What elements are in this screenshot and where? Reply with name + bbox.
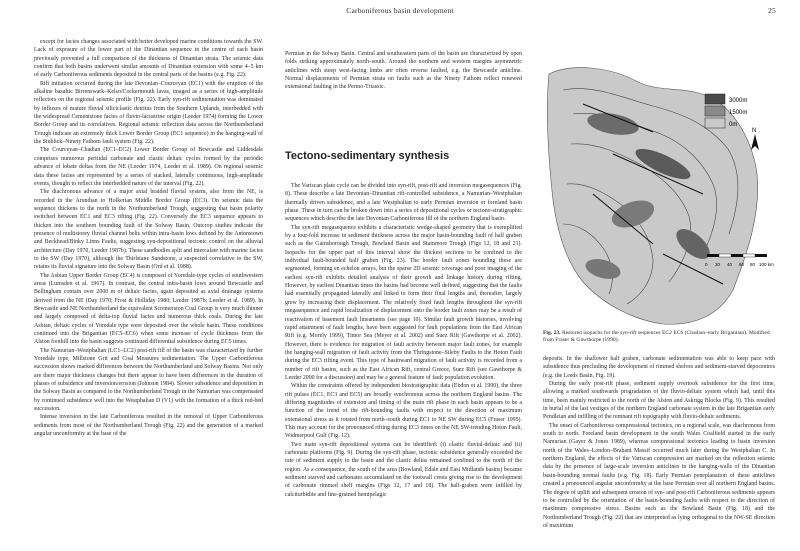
legend-label: 0m	[729, 122, 738, 128]
paragraph: The onset of Carboniferous compressional tectonics, on a regional scale, was diachronous from south to north. Foreland basin development in the south Wales Coalfield started in the early Namurian (Gayer & Jones 1989), whereas compressional tectonics leading to basin inversion north of the Wales–London–Brabant Massif occurred much later during the Westphalian C. In northern England, the effects of the Variscan compression are marked on the reflection seismic data by the presence of large-scale inversion anticlines in the hanging-walls of the Dinantian basin-bounding normal faults (e.g. Fig. 18). Early Permian peneplanation of these anticlines created a pronounced angular unconformity at the base Permian over all northern England basins. The degree of uplift and subsequent erosion of syn- and post-rift Carboniferous sediments appears to be controlled by the orientation of the basin-bounding faults with respect to the direction of maximum compressive stress. Basins such as the Bowland Basin (Fig. 18) and the Northumberland Trough (Fig. 22) that are interpreted as lying orthogonal to the NW-SE direction of maximum	[543, 422, 775, 529]
section-heading: Tectono-sedimentary synthesis	[285, 150, 450, 162]
legend-label: 3000m	[729, 98, 748, 104]
north-label: N	[752, 128, 757, 134]
paragraph: The diachronous advance of a major axial braided fluvial system, also from the NE, is recorded in the Arundian to Holkerian Middle Border Group (EC3). On seismic data the sequence thickens to the north in the Northumberland Trough, suggesting that basin polarity switched between EC1 and EC3 rifting (Fig. 22). Conversely the EC3 sequence appears to thicken into the southern bounding fault of the Solway Basin. Outcrop studies indicate the presence of multistorey fluvial channel belts within intra-basin lows defined by the Antonstown and Beckhead/Binky Linns Faults, suggesting syn-depositional tectonic control on the alluvial architecture (Day 1970, Leeder 1987b). These sandbodies split and intercalate with marine facies to the SW (Day 1970), although the Thirlstane Sandstone, a suspected correlative to the SW, retains its fluvial signature into the Solway Basin (Ord et al. 1988).	[34, 189, 263, 271]
paragraph: The Asbian Upper Border Group (EC4) is composed of Yoredale-type cycles of southwestern areas (Lumsden et al. 1967). In contrast, the central intra-basin lows around Bewcastle and Bellingham contain over 2000 m of deltaic facies, again deposited as axial drainage systems derived from the NE (Day 1970; Frost & Holliday 1980; Leeder 1987b; Leeder et al. 1989). In Bewcastle and NE Northumberland the equivalent Scremerston Coal Group is very much thinner and largely composed of delta-top fluvial facies and numerous thick coals. During the late Asbian, deltaic cycles of Yoredale type were deposited over the whole basin. These conditions continued into the Brigantian (EC5–EC6) when some increase of cycle thickness from the Alston foothill into the basin suggests continued differential subsidence during EC5 times.	[34, 272, 263, 346]
text-column-right	[543, 355, 775, 530]
paragraph: except for facies changes associated with better developed marine conditions towards the SW. Lack of exposure of the lower part of the Dinantian sequence in the centre of each basin previously prevented a full comparison of the thickness of Dinantian strata. The seismic data confirm that both basins underwent similar amounts of Dinantian extension with some 4–5 km of early Carboniferous sediments deposited in the central parts of the basins (e.g. Fig. 22).	[34, 39, 263, 79]
paragraph: Intense inversion in the late Carboniferous resulted in the removal of Upper Carboniferous sediments from most of the Northumberland Trough (Fig. 22) and the generation of a marked angular unconformity at the base of the	[34, 414, 263, 438]
scale-tick: 40	[727, 262, 733, 267]
paragraph: The Courceyan–Chadian (EC1–EC2) Lower Border Group of Bewcastle and Liddesdale comprises numerous peritidal carbonate and clastic deltaic cycles formed by the periodic advance of lobate deltas from the NE (Leeder 1974, Leeder et al. 1989). On regional seismic data these facies are represented by a series of stacked, laterally continuous, high-amplitude events, thought to reflect the interbedded nature of the interval (Fig. 22).	[34, 147, 263, 187]
scale-tick: 60	[739, 262, 745, 267]
page-number: 25	[768, 6, 776, 15]
text-column-left	[34, 38, 263, 439]
paragraph: The Namurian–Westphalian (LC1–LC2) post-rift fill of the basin was characterized by further Yoredale type, Millstone Grit and Coal Measures sedimentation. The Upper Carboniferous succession shows marked differences between the Northumberland and Solway Basins. Not only are there major thickness changes but there appear to have been differences in the duration of phases of subsidence and inversion/erosion (Johnson 1984). Slower subsidence and deposition in the Solway Basin as compared to the Northumberland Trough in the Namurian was compensated by continued subsidence well into the Westphalian D (V1) with the formation of a thick red-bed succession.	[34, 347, 263, 413]
legend-label: 1500m	[729, 110, 748, 116]
scale-tick: 0	[705, 262, 708, 267]
paragraph: During the early post-rift phase, sediment supply overtook subsidence for the first time, allowing a marked southwards progradation of the fluvio-deltaic system which had, until this time, been mainly restricted to the north of the Alston and Askrigg Blocks (Fig. 9). This resulted in burial of the last vestiges of the northern England carbonate system in the late Brigantian early Pendleian and infilling of the remnant rift topography with fluvio-deltaic sediments.	[543, 381, 775, 421]
paragraph: Within the constraints offered by independent biostratigraphic data (Ebdon et al. 1990), the three rift pulses (EC1, EC3 and EC5) are broadly synchronous across the northern England basins. The differing magnitudes of extension and timing of the main rift phase in each basin appears to be a function of the trend of the rift-bounding faults with respect to the direction of maximum extensional stress as it rotated from north–south during EC1 to NE SW during EC5 (Fraser 1995). This may account for the pronounced rifting during EC3 times on the NE SW-trending Hoton Fault, Widmerpool Gulf (Fig. 12).	[285, 383, 522, 440]
paragraph: The Variscan plate cycle can be divided into syn-rift, post-rift and inversion megasequences (Fig. 8). These describe a late Devonian–Dinantian rift-controlled subsidence, a Namurian–Westphalian thermally driven subsidence, and a late Westphalian to early Permian inversion or foreland basin phase. These in turn can be broken down into a series of depositional cycles or tectono-stratigraphic sequences which describe the late Devonian Carboniferous fill of the northern England basin.	[285, 183, 522, 223]
figure-caption	[543, 330, 775, 345]
scale-tick: 20	[715, 262, 721, 267]
scale-tick: 80	[750, 262, 756, 267]
caption-text: Restored isopachs for the syn-rift sequences EC2 EC6 (Chadian–early Brigantian). Modified from Fraser & Gawthorpe (1990).	[543, 330, 770, 344]
running-title: Carboniferous basin development	[346, 6, 454, 15]
paragraph: The syn-rift megasequence exhibits a characteristic wedge-shaped geometry that is exemplified by a four-fold increase in sediment thickness across the major basin-bounding fault of half graben such as the Gainsborough Trough, Bowland Basin and Stainmore Trough (Figs 12, 18 and 21). Isopachs for the upper part of this interval show the thickest sections to be confined to the individual fault-bounded half graben (Fig. 23). The border fault zones bounding these are segmented, forming en echelon arrays, but the sparse 2D seismic coverage and poor imaging of the earliest syn-rift exhibits detailed analysis of their growth and linkage history during rifting. However, by earliest Dinantian times the basins had become well defined, suggesting that the faults had essentially propagated laterally and linked to form their final lengths and, thereafter, largely grew by increasing their displacement. The relatively fixed fault lengths throughout the syn-rift megasequence and rapid localization of displacement onto the border fault zones may be a result of reactivation of basement fault lineaments (see page 10). Similar fault growth histories, involving rapid attainment of fault lengths, have been suggested for fault populations from the East African Rift (e.g. Morely 1999), Timor Sea (Meyer et al. 2002) and Suez Rift (Gawthorpe et al. 2002). However, there is evidence for migration of fault activity between major fault zones, for example the hanging-wall migration of fault activity from the Thringstone–Sileby Faults to the Hoton Fault during the EC3 rifting event. This type of basinward migration of fault activity is recorded from a number of rift basins, such as the East African Rift, central Greece, Suez Rift (see Gawthorpe & Leeder 2000 for a discussion) and may be a general feature of fault population evolution.	[285, 224, 522, 381]
paragraph: Rift initiation occurred during the late Devonian–Courceyan (EC1) with the eruption of the alkaline basaltic Birrenswark–Kelso/Cockermouth lavas, imaged as a series of high-amplitude reflectors on the regional seismic profile (Fig. 22). Early syn-rift sedimentation was dominated by influxes of mature fluvial siliciclastic detritus from the Southern Uplands, interbedded with the widespread Cementstone facies of fluvio-lacustrine origin (Leeder 1974) forming the Lower Border Group and its correlatives. Regional seismic reflection data across the Northumberland Trough indicate an extremely thick Lower Border Group (EC1 sequence) in the hanging-wall of the Stublick–Ninety Fathom fault system (Fig. 22).	[34, 80, 263, 146]
paragraph: Two main syn-rift depositional systems can be identified: (i) clastic fluvial-deltaic and (ii) carbonate platforms (Fig. 9). During the syn-rift phase, tectonic subsidence generally exceeded the rate of sediment supply to the basin and the clastic deltas remained confined to the north of the region. As a consequence, the south of the area (Bowland, Edale and East Midlands basins) became sediment starved and carbonates accumulated on the footwall crests giving rise to the development of carbonate rimmed shelf margins (Figs 12, 17 and 18). The half-graben were infilled by calciturbidite and fine-grained hemipelagic	[285, 441, 522, 498]
caption-label: Fig. 23.	[543, 330, 561, 336]
isopach-map-figure	[543, 54, 775, 330]
paragraph: Permian in the Solway Basin. Central and southeastern parts of the basin are characterized by open folds striking approximately north–south. Around the northern and western margins asymmetric anticlines with steep west-facing limbs are often reverse faulted, e.g. the Bewcastle anticline. Normal displacements of Permian strata on faults such as the Ninety Fathom reflect renewed extensional faulting in the Permo-Triassic.	[285, 51, 522, 91]
paragraph: deposits. In the shallower half graben, carbonate sedimentation was able to keep pace with subsidence thus precluding the development of rimmed shelves and sediment-starved depocentres (e.g. the Leeds Basin, Fig. 19).	[543, 356, 775, 379]
text-column-middle	[285, 182, 522, 499]
scale-tick: 100 km	[759, 262, 774, 267]
text-column-middle-top	[285, 50, 522, 92]
